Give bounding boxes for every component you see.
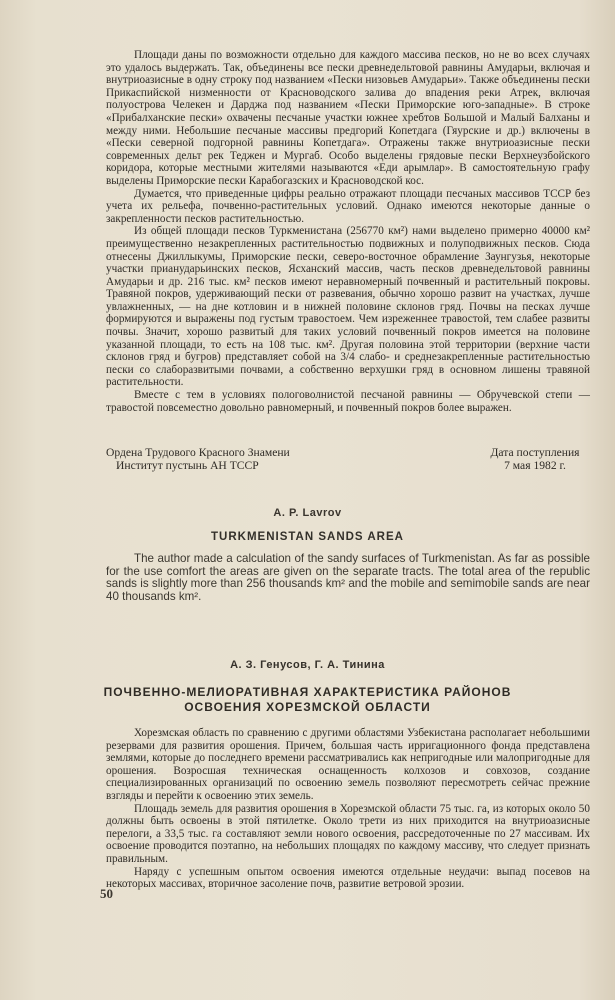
abstract-title: TURKMENISTAN SANDS AREA	[211, 531, 404, 543]
article1-paragraph: Площади даны по возможности отдельно для каждого массива песков, но не во всех случаях это удалось выдержать. Так, объединены все пески древнедельтовой равнины Амударьи, включая и внутриоазисные в одну строку под названием «Пески низовьев Амударьи». Также объединены пески Прикаспийской низменности от Красноводского залива до впадения реки Атрек, включая полуострова Челекен и Дарджа под названием «Пески Приморские юго-западные». В строке «Прибалханские пески» охвачены песчаные участки южнее хребтов Большой и Малый Балханы и между ними. Небольшие песчаные массивы предгорий Копетдага (Гяурские и др.) включены в «Пески северной подгорной равнины Копетдага». Отражены также внутриоазисные пески современных дельт рек Теджен и Мургаб. Особо выделены грядовые пески Верхнеузбойского коридора, которые местными жителями называются «Еди арымлар». В самостоятельную графу выделены Приморские пески Карабогазских и Красноводской кос.	[106, 49, 590, 187]
article2-authors: А. З. Генусов, Г. А. Тинина	[230, 659, 385, 671]
article2-body	[106, 727, 590, 891]
article1-paragraph: Вместе с тем в условиях пологоволнистой песчаной равнины — Обручевской степи — травостой повсеместно довольно равномерный, и почвенный покров более выражен.	[106, 389, 590, 414]
article2-title-line1: ПОЧВЕННО-МЕЛИОРАТИВНАЯ ХАРАКТЕРИСТИКА РАЙОНОВ	[103, 685, 512, 699]
page-number: 50	[100, 886, 113, 901]
affiliation-line2: Институт пустынь АН ТССР	[116, 458, 259, 472]
affiliation	[106, 447, 356, 472]
received-label: Дата поступления	[490, 446, 580, 459]
received-date: 7 мая 1982 г.	[504, 458, 566, 472]
abstract-body	[106, 553, 590, 603]
article1-paragraph: Из общей площади песков Туркменистана (256770 км²) нами выделено примерно 40000 км² преимущественно незакрепленных растительностью подвижных и полуподвижных песков. Сюда отнесены Джиллыкумы, Приморские пески, северо-восточное обрамление Заунгузья, некоторые участки прианударьинских песков, Ясханский массив, часть песков древнедельтовой равнины Амударьи и др. 216 тыс. км² песков имеют неравномерный почвенный и растительный покровы. Травяной покров, удерживающий пески от развевания, обычно хорошо развит на участках, лучше увлажненных, — на дне котловин и в нижней половине склонов гряд. Почвы на песках лучше формируются и выражены под густым травостоем. Чем изреженнее травостой, тем слабее развиты почвы. Значит, хорошо развитый для таких условий почвенный покров имеется на половине указанной площади, то есть на 108 тыс. км². Другая половина этой территории (верхние части склонов гряд и бугров) представляет собой на 3/4 слабо- и среднезакрепленные растительностью пески со слаборазвитыми почвами, а собственно верхушки гряд в основном лишены травяной растительности.	[106, 225, 590, 389]
abstract-author: A. P. Lavrov	[273, 507, 342, 519]
abstract-text: The author made a calculation of the sandy surfaces of Turkmenistan. As far as possible for the use comfort the areas are given on the separate tracts. The total area of the republic sands is slightly more than 256 thousands km² and the mobile and semimobile sands are near 40 thousands km².	[106, 552, 590, 603]
article2-paragraph: Площадь земель для развития орошения в Хорезмской области 75 тыс. га, из которых около 50 должны быть освоены в этой пятилетке. Около трети из них приходится на внутриоазисные перелоги, а 33,5 тыс. га составляют земли нового освоения, рассредоточенные по 27 массивам. Их освоение проводится поэтапно, на небольших площадях по каждому массиву, что следует признать правильным.	[106, 802, 590, 865]
affiliation-line1: Ордена Трудового Красного Знамени	[106, 446, 290, 459]
article1-paragraph: Думается, что приведенные цифры реально отражают площади песчаных массивов ТССР без учета их рельефа, почвенно-растительных условий. Однако имеются некоторые данные о закрепленности песков растительностью.	[106, 187, 590, 225]
article2-paragraph: Хорезмская область по сравнению с другими областями Узбекистана располагает небольшими резервами для развития орошения. Причем, большая часть ирригационного фонда представлена землями, которые до последнего времени рассматривались как непригодные или малопригодные для орошения. Возросшая техническая оснащенность колхозов и совхозов, создание специализированных организаций по освоению земель позволяют пересмотреть сейчас прежние взгляды и перейти к освоению этих земель.	[106, 727, 590, 802]
article2-paragraph: Наряду с успешным опытом освоения имеются отдельные неудачи: выпад посевов на некоторых массивах, вторичное засоление почв, развитие ветровой эрозии.	[106, 865, 590, 891]
article2-title	[0, 685, 615, 714]
received-block	[480, 447, 590, 472]
article1-body	[106, 49, 590, 414]
article2-title-line2: ОСВОЕНИЯ ХОРЕЗМСКОЙ ОБЛАСТИ	[184, 699, 431, 714]
